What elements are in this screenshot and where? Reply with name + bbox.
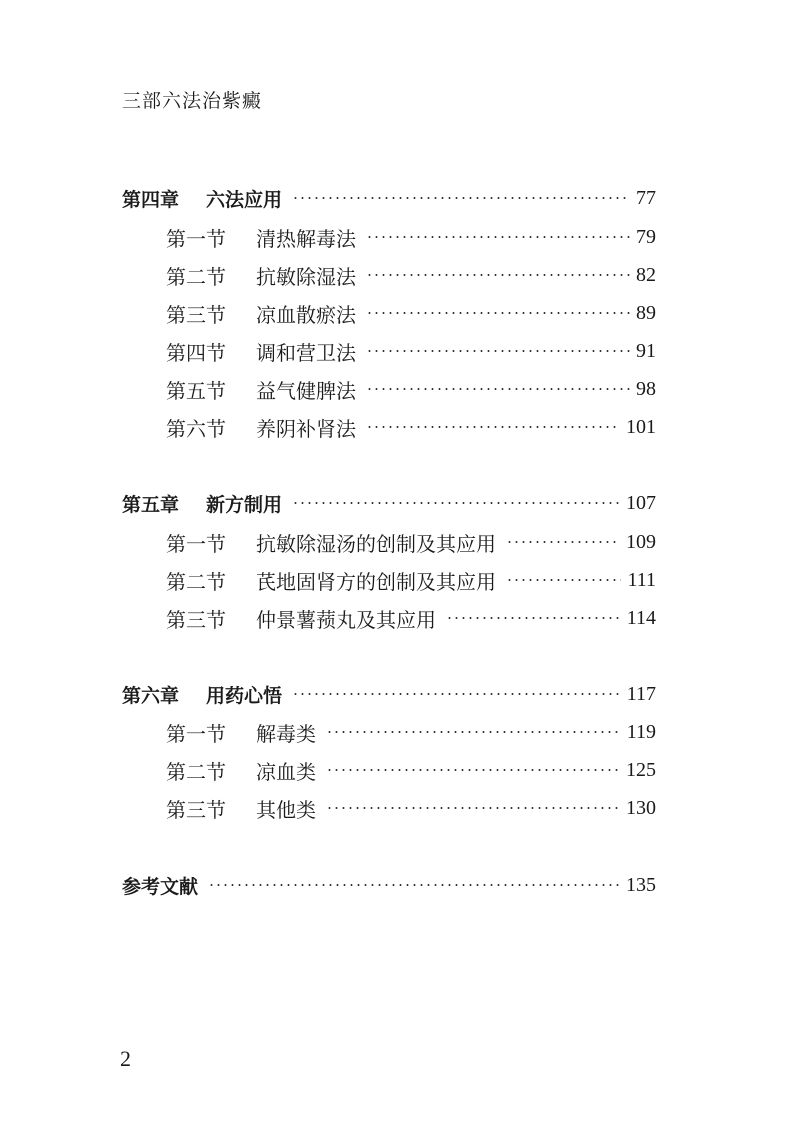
dot-leader (506, 541, 620, 543)
section-title: 养阴补肾法 (256, 416, 356, 441)
section-label: 第二节 (166, 264, 226, 289)
chapter-title: 新方制用 (206, 493, 283, 516)
page-number: 117 (626, 682, 656, 705)
page-folio: 2 (120, 1046, 131, 1071)
chapter-title: 用药心悟 (206, 684, 283, 707)
dot-leader (366, 274, 630, 276)
dot-leader (292, 693, 621, 695)
chapter-title: 六法应用 (206, 188, 283, 211)
page-number: 79 (636, 225, 656, 248)
page-number: 130 (626, 796, 656, 819)
page-number: 125 (626, 758, 656, 781)
section-label: 第三节 (166, 797, 226, 822)
section-title: 凉血类 (256, 759, 316, 784)
section-label: 第三节 (166, 607, 226, 632)
dot-leader (326, 769, 620, 771)
toc-chapter-4[interactable] (122, 183, 656, 213)
chapter-label: 第六章 (122, 684, 180, 707)
dot-leader (366, 426, 620, 428)
toc-chapter-6[interactable] (122, 679, 656, 709)
page-number: 89 (636, 301, 656, 324)
toc-section[interactable] (166, 603, 656, 633)
page-number: 114 (626, 606, 656, 629)
section-label: 第四节 (166, 340, 226, 365)
page-number: 101 (626, 415, 656, 438)
toc-section[interactable] (166, 717, 656, 747)
toc-section[interactable] (166, 336, 656, 366)
running-header: 三部六法治紫癜 (122, 90, 263, 112)
section-label: 第一节 (166, 531, 226, 556)
dot-leader (366, 236, 630, 238)
dot-leader (326, 807, 620, 809)
toc-references[interactable] (122, 870, 656, 900)
page-number: 82 (636, 263, 656, 286)
section-title: 抗敏除湿法 (256, 264, 356, 289)
section-title: 解毒类 (256, 721, 316, 746)
toc-section[interactable] (166, 374, 656, 404)
dot-leader (446, 617, 621, 619)
section-title: 仲景薯蓣丸及其应用 (256, 607, 436, 632)
page-number: 111 (627, 568, 656, 591)
dot-leader (326, 731, 621, 733)
dot-leader (366, 312, 630, 314)
chapter-label: 第五章 (122, 493, 180, 516)
toc-section[interactable] (166, 222, 656, 252)
section-label: 第一节 (166, 226, 226, 251)
toc-section[interactable] (166, 793, 656, 823)
toc-section[interactable] (166, 412, 656, 442)
section-title: 益气健脾法 (256, 378, 356, 403)
page-number: 91 (636, 339, 656, 362)
section-title: 抗敏除湿汤的创制及其应用 (256, 531, 496, 556)
dot-leader (506, 579, 621, 581)
section-title: 凉血散瘀法 (256, 302, 356, 327)
toc-section[interactable] (166, 298, 656, 328)
dot-leader (292, 502, 620, 504)
section-title: 清热解毒法 (256, 226, 356, 251)
toc-chapter-5[interactable] (122, 488, 656, 518)
section-label: 第二节 (166, 569, 226, 594)
toc-section[interactable] (166, 565, 656, 595)
section-title: 调和营卫法 (256, 340, 356, 365)
page-number: 109 (626, 530, 656, 553)
page-number: 98 (636, 377, 656, 400)
section-label: 第二节 (166, 759, 226, 784)
references-title: 参考文献 (122, 875, 199, 898)
page-number: 107 (626, 491, 656, 514)
dot-leader (208, 884, 620, 886)
page-number: 119 (626, 720, 656, 743)
dot-leader (366, 388, 630, 390)
section-title: 其他类 (256, 797, 316, 822)
section-label: 第一节 (166, 721, 226, 746)
dot-leader (366, 350, 630, 352)
page-number: 77 (636, 186, 656, 209)
section-title: 芪地固肾方的创制及其应用 (256, 569, 496, 594)
chapter-label: 第四章 (122, 188, 180, 211)
section-label: 第五节 (166, 378, 226, 403)
toc-section[interactable] (166, 260, 656, 290)
section-label: 第六节 (166, 416, 226, 441)
page-number: 135 (626, 873, 656, 896)
toc-section[interactable] (166, 755, 656, 785)
dot-leader (292, 197, 630, 199)
toc-section[interactable] (166, 527, 656, 557)
section-label: 第三节 (166, 302, 226, 327)
